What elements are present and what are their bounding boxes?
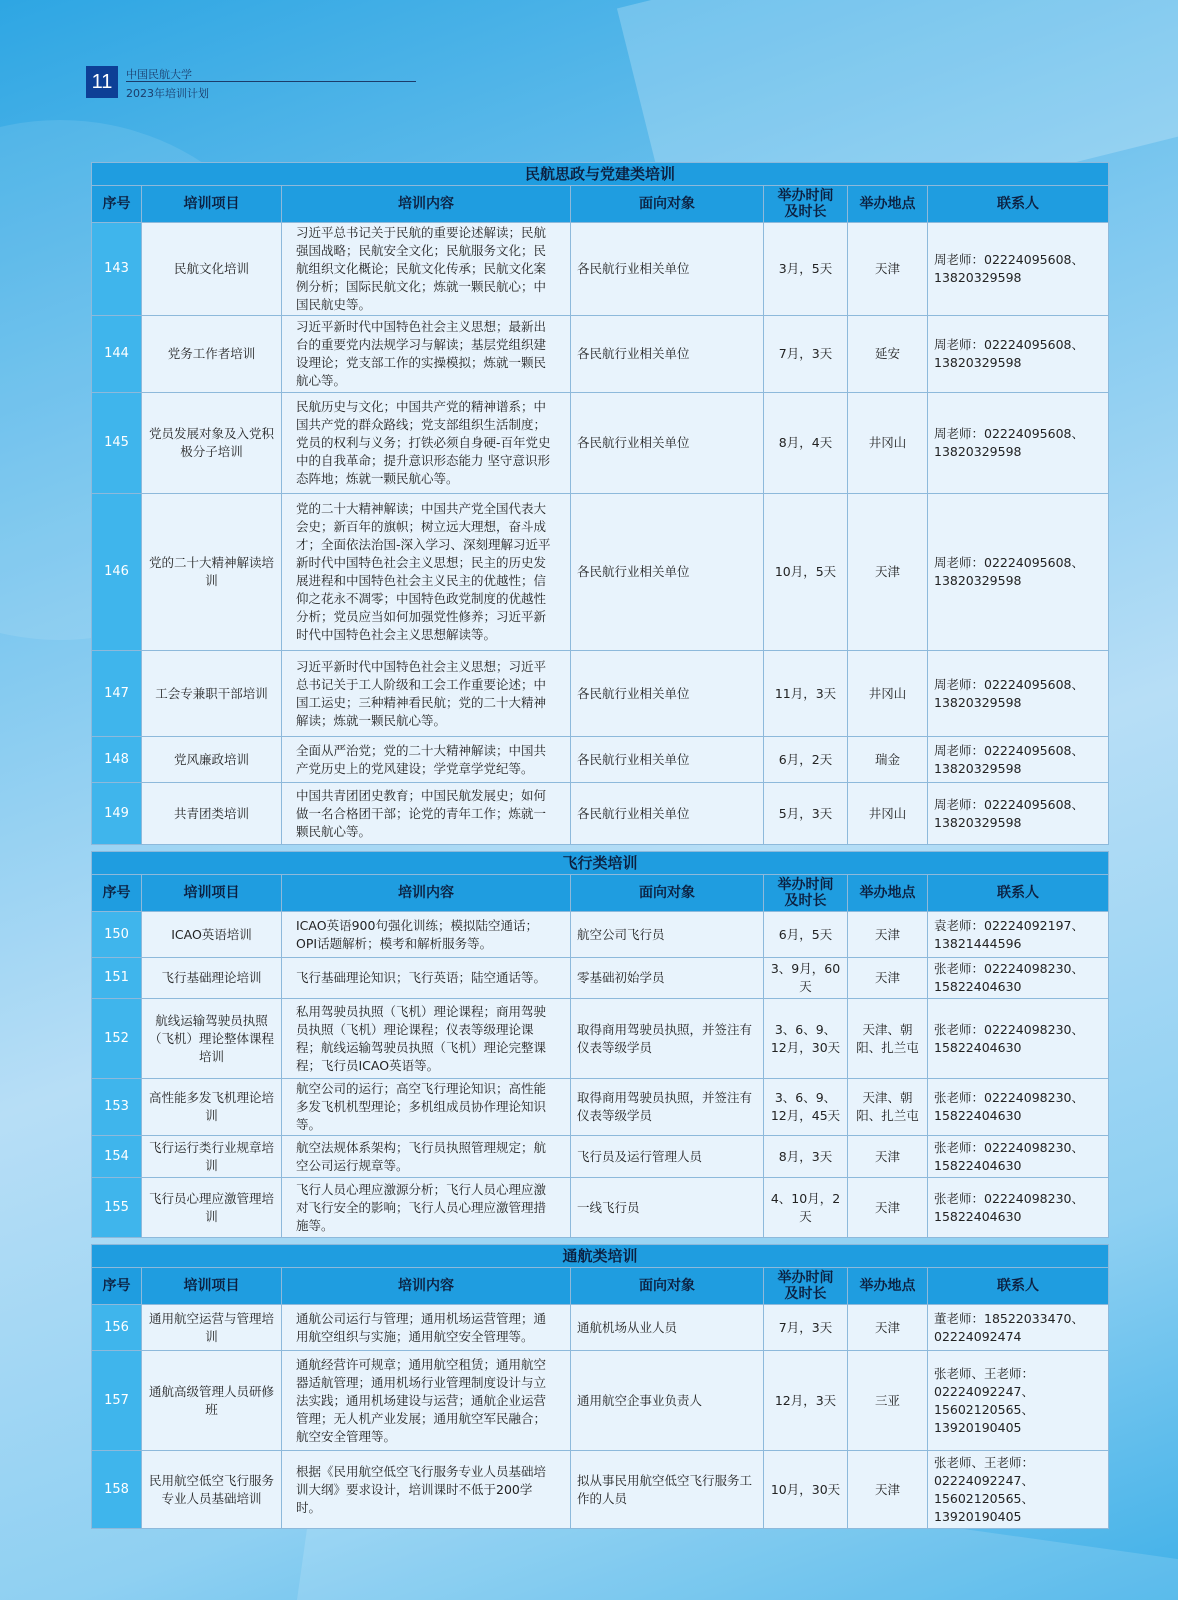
column-header: 举办地点 — [848, 875, 928, 912]
cell-place: 延安 — [848, 316, 928, 393]
cell-time: 6月，2天 — [764, 737, 848, 783]
cell-content: 中国共青团团史教育；中国民航发展史；如何做一名合格团干部；论党的青年工作；炼就一颗民航心等。 — [282, 783, 571, 845]
cell-contact: 张老师、王老师：02224092247、15602120565、13920190405 — [928, 1451, 1109, 1529]
cell-seq: 152 — [92, 999, 142, 1079]
cell-audience: 各民航行业相关单位 — [571, 737, 764, 783]
section-table — [91, 1244, 1109, 1529]
table-row — [92, 1136, 1109, 1178]
cell-content: 全面从严治党；党的二十大精神解读；中国共产党历史上的党风建设；学党章学党纪等。 — [282, 737, 571, 783]
cell-place: 天津、朝阳、扎兰屯 — [848, 1079, 928, 1136]
cell-project: 党员发展对象及入党积极分子培训 — [142, 393, 282, 494]
column-header: 联系人 — [928, 186, 1109, 223]
cell-content: 根据《民用航空低空飞行服务专业人员基础培训大纲》要求设计，培训课时不低于200学时。 — [282, 1451, 571, 1529]
column-header: 举办地点 — [848, 186, 928, 223]
cell-place: 天津 — [848, 1451, 928, 1529]
column-header: 联系人 — [928, 1268, 1109, 1305]
cell-seq: 146 — [92, 494, 142, 651]
cell-time: 3、9月，60天 — [764, 958, 848, 999]
cell-content: 民航历史与文化；中国共产党的精神谱系；中国共产党的群众路线；党支部组织生活制度；党员的权利与义务；打铁必须自身硬-百年党史中的自我革命；提升意识形态能力 坚守意识形态阵地；炼就一颗民航心等。 — [282, 393, 571, 494]
cell-contact: 周老师：02224095608、13820329598 — [928, 651, 1109, 737]
column-header: 培训项目 — [142, 875, 282, 912]
cell-time: 3月，5天 — [764, 223, 848, 316]
cell-time: 11月，3天 — [764, 651, 848, 737]
cell-contact: 周老师：02224095608、13820329598 — [928, 783, 1109, 845]
cell-place: 三亚 — [848, 1351, 928, 1451]
table-row — [92, 494, 1109, 651]
header-divider — [126, 81, 416, 82]
column-header: 培训内容 — [282, 186, 571, 223]
cell-contact: 袁老师：02224092197、13821444596 — [928, 912, 1109, 958]
cell-time: 8月，4天 — [764, 393, 848, 494]
cell-contact: 张老师：02224098230、15822404630 — [928, 1136, 1109, 1178]
cell-time: 4、10月，2天 — [764, 1178, 848, 1238]
cell-project: 航线运输驾驶员执照（飞机）理论整体课程培训 — [142, 999, 282, 1079]
table-row — [92, 1305, 1109, 1351]
cell-content: 习近平总书记关于民航的重要论述解读；民航强国战略；民航安全文化；民航服务文化；民航组织文化概论；民航文化传承；民航文化案例分析；国际民航文化；炼就一颗民航心；中国民航史等。 — [282, 223, 571, 316]
cell-place: 井冈山 — [848, 651, 928, 737]
table-row — [92, 316, 1109, 393]
cell-audience: 取得商用驾驶员执照，并签注有仪表等级学员 — [571, 1079, 764, 1136]
cell-audience: 各民航行业相关单位 — [571, 316, 764, 393]
header-subtitle: 2023年培训计划 — [126, 87, 209, 100]
cell-audience: 零基础初始学员 — [571, 958, 764, 999]
cell-project: 高性能多发飞机理论培训 — [142, 1079, 282, 1136]
org-name: 中国民航大学 — [126, 68, 192, 81]
cell-audience: 拟从事民用航空低空飞行服务工作的人员 — [571, 1451, 764, 1529]
cell-contact: 董老师：18522033470、02224092474 — [928, 1305, 1109, 1351]
section-table — [91, 851, 1109, 1238]
cell-project: 党的二十大精神解读培训 — [142, 494, 282, 651]
cell-audience: 各民航行业相关单位 — [571, 783, 764, 845]
cell-content: 习近平新时代中国特色社会主义思想；最新出台的重要党内法规学习与解读；基层党组织建设理论；党支部工作的实操模拟；炼就一颗民航心等。 — [282, 316, 571, 393]
training-tables — [91, 162, 1108, 1529]
cell-contact: 张老师：02224098230、15822404630 — [928, 1178, 1109, 1238]
cell-time: 10月，30天 — [764, 1451, 848, 1529]
cell-content: 通航经营许可规章；通用航空租赁；通用航空器适航管理；通用机场行业管理制度设计与立法实践；通用机场建设与运营；通航企业运营管理；无人机产业发展；通用航空军民融合；航空安全管理等。 — [282, 1351, 571, 1451]
column-header: 培训项目 — [142, 186, 282, 223]
cell-contact: 张老师：02224098230、15822404630 — [928, 1079, 1109, 1136]
cell-audience: 一线飞行员 — [571, 1178, 764, 1238]
column-header: 举办地点 — [848, 1268, 928, 1305]
cell-audience: 通用航空企事业负责人 — [571, 1351, 764, 1451]
cell-time: 3、6、9、12月，45天 — [764, 1079, 848, 1136]
cell-seq: 158 — [92, 1451, 142, 1529]
cell-time: 12月，3天 — [764, 1351, 848, 1451]
cell-contact: 周老师：02224095608、13820329598 — [928, 316, 1109, 393]
cell-place: 天津 — [848, 494, 928, 651]
cell-time: 10月，5天 — [764, 494, 848, 651]
cell-contact: 周老师：02224095608、13820329598 — [928, 393, 1109, 494]
column-header: 序号 — [92, 875, 142, 912]
cell-project: 飞行基础理论培训 — [142, 958, 282, 999]
cell-seq: 144 — [92, 316, 142, 393]
cell-contact: 张老师、王老师：02224092247、15602120565、13920190405 — [928, 1351, 1109, 1451]
cell-time: 6月，5天 — [764, 912, 848, 958]
cell-project: 飞行员心理应激管理培训 — [142, 1178, 282, 1238]
cell-seq: 148 — [92, 737, 142, 783]
cell-place: 天津 — [848, 223, 928, 316]
section-table — [91, 162, 1109, 845]
cell-project: 工会专兼职干部培训 — [142, 651, 282, 737]
cell-project: 共青团类培训 — [142, 783, 282, 845]
cell-audience: 各民航行业相关单位 — [571, 223, 764, 316]
cell-project: 党务工作者培训 — [142, 316, 282, 393]
cell-project: 飞行运行类行业规章培训 — [142, 1136, 282, 1178]
cell-project: 通用航空运营与管理培训 — [142, 1305, 282, 1351]
table-row — [92, 1178, 1109, 1238]
cell-seq: 156 — [92, 1305, 142, 1351]
cell-audience: 航空公司飞行员 — [571, 912, 764, 958]
cell-place: 天津 — [848, 1305, 928, 1351]
table-row — [92, 223, 1109, 316]
section-title: 飞行类培训 — [92, 852, 1109, 875]
cell-audience: 通航机场从业人员 — [571, 1305, 764, 1351]
cell-audience: 飞行员及运行管理人员 — [571, 1136, 764, 1178]
table-row — [92, 999, 1109, 1079]
table-row — [92, 1079, 1109, 1136]
column-header: 面向对象 — [571, 186, 764, 223]
cell-place: 天津 — [848, 912, 928, 958]
cell-project: ICAO英语培训 — [142, 912, 282, 958]
cell-project: 党风廉政培训 — [142, 737, 282, 783]
table-row — [92, 1351, 1109, 1451]
column-header: 序号 — [92, 186, 142, 223]
column-header: 举办时间及时长 — [764, 1268, 848, 1305]
cell-place: 天津 — [848, 1178, 928, 1238]
cell-time: 7月，3天 — [764, 1305, 848, 1351]
cell-seq: 155 — [92, 1178, 142, 1238]
cell-place: 天津、朝阳、扎兰屯 — [848, 999, 928, 1079]
column-header: 面向对象 — [571, 1268, 764, 1305]
cell-place: 井冈山 — [848, 393, 928, 494]
cell-place: 天津 — [848, 1136, 928, 1178]
cell-audience: 各民航行业相关单位 — [571, 393, 764, 494]
page-number: 11 — [86, 66, 118, 98]
column-header: 联系人 — [928, 875, 1109, 912]
cell-audience: 各民航行业相关单位 — [571, 494, 764, 651]
cell-seq: 149 — [92, 783, 142, 845]
cell-place: 天津 — [848, 958, 928, 999]
cell-content: 党的二十大精神解读；中国共产党全国代表大会史；新百年的旗帜；树立远大理想，奋斗成才；全面依法治国-深入学习、深刻理解习近平新时代中国特色社会主义思想；民主的历史发展进程和中国特色社会主义民主的优越性；信仰之花永不凋零；中国特色政党制度的优越性分析；党员应当如何加强党性修养；习近平新时代中国特色社会主义思想解读等。 — [282, 494, 571, 651]
cell-content: 飞行人员心理应激源分析；飞行人员心理应激对飞行安全的影响；飞行人员心理应激管理措施等。 — [282, 1178, 571, 1238]
cell-contact: 周老师：02224095608、13820329598 — [928, 494, 1109, 651]
cell-seq: 153 — [92, 1079, 142, 1136]
table-row — [92, 651, 1109, 737]
column-header: 面向对象 — [571, 875, 764, 912]
section-title: 通航类培训 — [92, 1245, 1109, 1268]
column-header: 序号 — [92, 1268, 142, 1305]
cell-content: 习近平新时代中国特色社会主义思想；习近平总书记关于工人阶级和工会工作重要论述；中国工运史；三种精神看民航；党的二十大精神解读；炼就一颗民航心等。 — [282, 651, 571, 737]
column-header: 举办时间及时长 — [764, 186, 848, 223]
cell-project: 民用航空低空飞行服务专业人员基础培训 — [142, 1451, 282, 1529]
cell-time: 5月，3天 — [764, 783, 848, 845]
cell-place: 井冈山 — [848, 783, 928, 845]
cell-audience: 各民航行业相关单位 — [571, 651, 764, 737]
cell-contact: 张老师：02224098230、15822404630 — [928, 958, 1109, 999]
cell-time: 3、6、9、12月，30天 — [764, 999, 848, 1079]
table-row — [92, 737, 1109, 783]
table-row — [92, 1451, 1109, 1529]
cell-time: 8月，3天 — [764, 1136, 848, 1178]
cell-place: 瑞金 — [848, 737, 928, 783]
cell-content: 私用驾驶员执照（飞机）理论课程；商用驾驶员执照（飞机）理论课程；仪表等级理论课程；航线运输驾驶员执照（飞机）理论完整课程；飞行员ICAO英语等。 — [282, 999, 571, 1079]
cell-content: ICAO英语900句强化训练；模拟陆空通话；OPI话题解析；模考和解析服务等。 — [282, 912, 571, 958]
cell-seq: 145 — [92, 393, 142, 494]
cell-seq: 157 — [92, 1351, 142, 1451]
cell-content: 通航公司运行与管理；通用机场运营管理；通用航空组织与实施；通用航空安全管理等。 — [282, 1305, 571, 1351]
cell-seq: 147 — [92, 651, 142, 737]
column-header: 举办时间及时长 — [764, 875, 848, 912]
column-header: 培训项目 — [142, 1268, 282, 1305]
cell-seq: 143 — [92, 223, 142, 316]
cell-audience: 取得商用驾驶员执照，并签注有仪表等级学员 — [571, 999, 764, 1079]
section-title: 民航思政与党建类培训 — [92, 163, 1109, 186]
table-row — [92, 393, 1109, 494]
column-header: 培训内容 — [282, 1268, 571, 1305]
table-row — [92, 783, 1109, 845]
cell-content: 飞行基础理论知识；飞行英语；陆空通话等。 — [282, 958, 571, 999]
cell-seq: 154 — [92, 1136, 142, 1178]
cell-content: 航空公司的运行；高空飞行理论知识；高性能多发飞机机型理论；多机组成员协作理论知识等。 — [282, 1079, 571, 1136]
table-row — [92, 958, 1109, 999]
column-header: 培训内容 — [282, 875, 571, 912]
cell-project: 民航文化培训 — [142, 223, 282, 316]
cell-contact: 张老师：02224098230、15822404630 — [928, 999, 1109, 1079]
cell-seq: 151 — [92, 958, 142, 999]
cell-time: 7月，3天 — [764, 316, 848, 393]
cell-project: 通航高级管理人员研修班 — [142, 1351, 282, 1451]
cell-content: 航空法规体系架构；飞行员执照管理规定；航空公司运行规章等。 — [282, 1136, 571, 1178]
page-header — [86, 66, 331, 100]
cell-contact: 周老师：02224095608、13820329598 — [928, 737, 1109, 783]
cell-contact: 周老师：02224095608、13820329598 — [928, 223, 1109, 316]
cell-seq: 150 — [92, 912, 142, 958]
table-row — [92, 912, 1109, 958]
